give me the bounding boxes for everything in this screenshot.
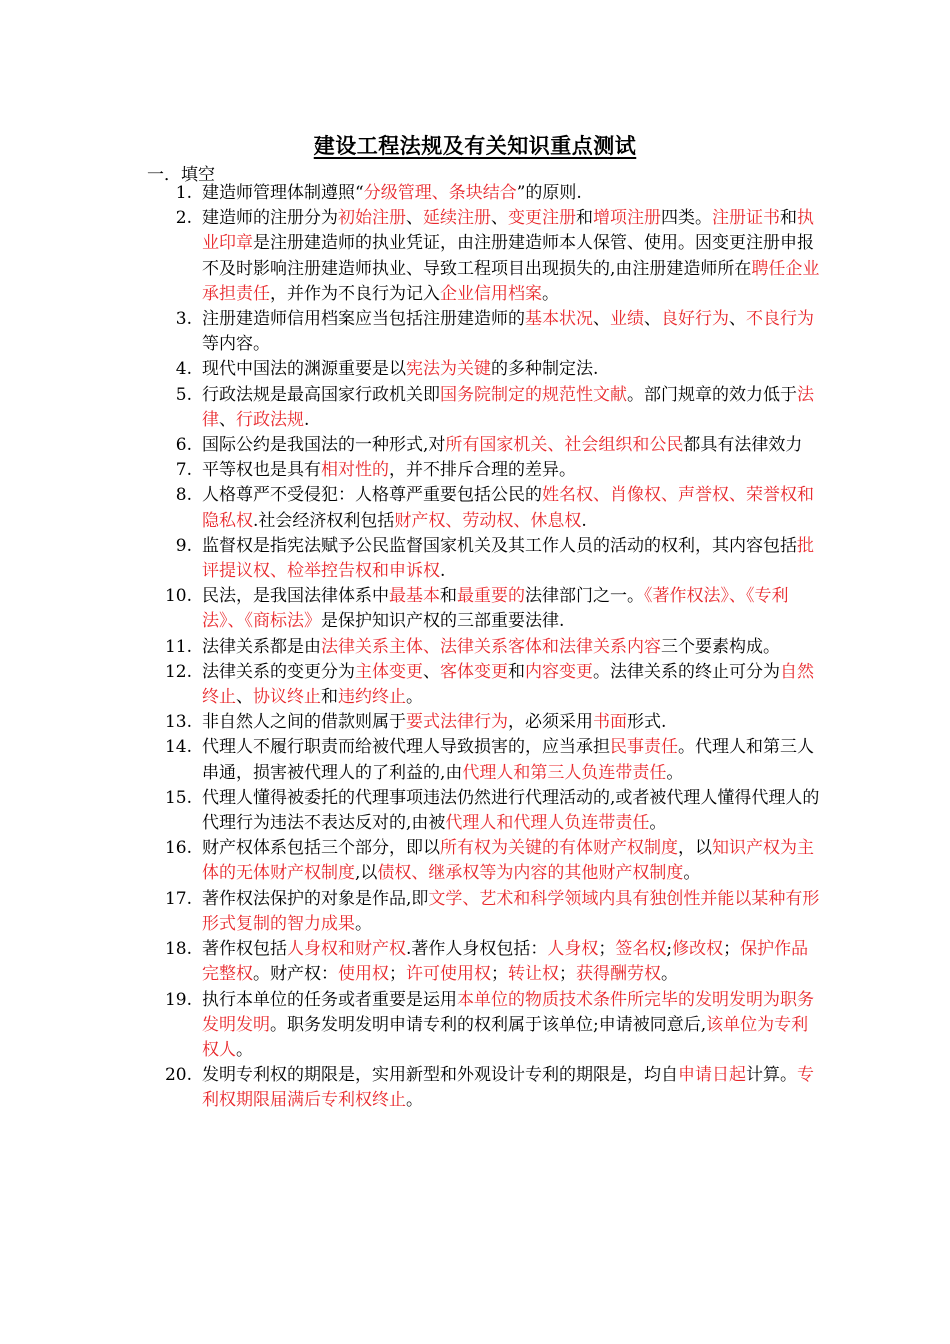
prompt-text: 等内容。 [202, 334, 270, 355]
list-item [150, 937, 820, 987]
item-text [202, 836, 820, 886]
item-number: 17. [164, 888, 192, 909]
prompt-text: 。 [683, 863, 701, 884]
list-item [150, 836, 820, 886]
item-number: 3. [175, 309, 192, 330]
list-item [150, 357, 820, 382]
answer-text: 自然终止 [202, 661, 814, 708]
prompt-text: 、 [423, 661, 440, 682]
prompt-text: 注册建造师信用档案应当包括注册建造师的 [202, 309, 525, 330]
list-item [150, 483, 820, 533]
prompt-text: 、 [729, 309, 746, 330]
prompt-text: 。 [236, 1039, 253, 1060]
answer-text: 要式法律行为 [406, 712, 508, 733]
answer-text: 债权、继承权等为内容的其他财产权制度 [377, 863, 684, 884]
prompt-text: ； [389, 964, 406, 985]
answer-text: 违约终止 [338, 687, 406, 708]
list-item [150, 887, 820, 937]
answer-text: 该单位为专利权人 [202, 1014, 809, 1060]
prompt-text: 。法律关系的终止可分为 [593, 661, 780, 682]
prompt-text: 都具有法律效力 [683, 435, 803, 456]
answer-text: 初始注册 [338, 208, 406, 229]
item-number: 8. [175, 485, 192, 506]
answer-text: 代理人和第三人负连带责任 [462, 762, 667, 783]
prompt-text: ，必须采用 [508, 712, 593, 733]
answer-text: 专利权期限届满后专利权终止 [202, 1065, 814, 1111]
item-text [202, 307, 820, 357]
answer-text: 代理人和代理人负连带责任 [445, 813, 650, 834]
prompt-text: 和 [576, 208, 593, 229]
prompt-text: 。财产权： [253, 964, 338, 985]
prompt-text: ； [491, 964, 508, 985]
item-number: 7. [175, 460, 192, 481]
answer-text: 本单位的物质技术条件所完毕的发明发明为职务发明发明 [202, 989, 814, 1035]
prompt-text: 。职务发明发明申请专利的权利属于该单位;申请被同意后, [270, 1014, 707, 1035]
item-number: 5. [175, 384, 192, 405]
prompt-text: 发明专利权的期限是，实用新型和外观设计专利的期限是，均自 [202, 1065, 678, 1086]
item-number: 19. [164, 989, 192, 1010]
prompt-text: 。 [406, 687, 423, 708]
item-number: 1. [175, 183, 192, 203]
item-text [202, 584, 820, 634]
prompt-text: 、 [593, 309, 610, 330]
item-number: 10. [164, 586, 192, 607]
answer-text: 许可使用权 [406, 964, 491, 985]
prompt-text: ，以 [678, 838, 712, 859]
list-item [150, 584, 820, 634]
prompt-text: 。 [666, 762, 684, 783]
item-text [202, 887, 820, 937]
list-item [150, 433, 820, 458]
prompt-text: 三个要素构成。 [661, 636, 780, 657]
answer-text: 行政法规 [236, 409, 304, 430]
answer-text: 知识产权为主体的无体财产权制度 [202, 838, 814, 884]
answer-text: 基本状况 [525, 309, 593, 330]
item-text [202, 206, 820, 307]
item-number: 18. [164, 939, 192, 960]
answer-text: 法律关系主体、法律关系客体和法律关系内容 [321, 636, 661, 657]
answer-text: 人身权和财产权 [287, 939, 406, 960]
answer-text: 财产权、劳动权、休息权 [394, 510, 582, 531]
list-item [150, 307, 820, 357]
prompt-text: .著作人身权包括： [406, 939, 548, 960]
answer-text: 申请日起 [678, 1065, 746, 1086]
prompt-text: 行政法规是最高国家行政机关即 [202, 384, 440, 405]
prompt-text: 监督权是指宪法赋予公民监督国家机关及其工作人员的活动的权利，其内容包括 [202, 535, 797, 556]
prompt-text: 和 [321, 687, 338, 708]
prompt-text: 。代理人和第三人串通，损害被代理人的了利益的,由 [202, 737, 814, 783]
question-list [150, 181, 820, 1114]
item-number: 20. [164, 1065, 192, 1086]
answer-text: 修改权 [672, 939, 724, 960]
answer-text: 书面 [593, 712, 627, 733]
prompt-text: ； [598, 939, 616, 960]
item-text [202, 383, 820, 433]
prompt-text: ，并作为不良行为记入 [270, 283, 440, 304]
prompt-text: 计算。 [746, 1065, 797, 1086]
item-number: 9. [175, 535, 192, 556]
item-text [202, 357, 820, 382]
item-text [202, 181, 820, 206]
list-item [150, 181, 820, 206]
prompt-text: 著作权包括 [202, 939, 287, 960]
prompt-text: 四类。 [661, 208, 712, 229]
item-text [202, 433, 820, 458]
answer-text: 最基本 [389, 586, 440, 607]
answer-text: 宪法为关键 [406, 359, 491, 380]
item-number: 13. [164, 712, 192, 733]
list-item [150, 710, 820, 735]
prompt-text: . [581, 510, 587, 531]
answer-text: 变更注册 [508, 208, 576, 229]
prompt-text: 是保护知识产权的三部重要法律. [321, 611, 565, 632]
section-heading: 一．填空 [147, 165, 215, 185]
answer-text: 《著作权法》、《专利法》、《商标法》 [202, 586, 789, 632]
answer-text: 所有权为关键的有体财产权制度 [440, 838, 678, 859]
answer-text: 执业印章 [202, 208, 814, 254]
item-text [202, 534, 820, 584]
prompt-text: 建造师管理体制遵照“ [202, 183, 364, 203]
prompt-text: 和 [440, 586, 457, 607]
prompt-text: 、 [644, 309, 661, 330]
answer-text: 签名权 [615, 939, 667, 960]
prompt-text: 民法，是我国法律体系中 [202, 586, 389, 607]
answer-text: 业绩 [610, 309, 644, 330]
answer-text: 转让权 [508, 964, 559, 985]
answer-text: 使用权 [338, 964, 389, 985]
prompt-text: 。 [406, 1090, 423, 1111]
item-text [202, 458, 820, 483]
answer-text: 民事责任 [610, 737, 678, 758]
item-text [202, 635, 820, 660]
answer-text: 协议终止 [253, 687, 321, 708]
prompt-text: 著作权法保护的对象是作品,即 [202, 888, 429, 909]
document-title: 建设工程法规及有关知识重点测试 [313, 133, 637, 158]
answer-text: 保护作品完整权 [202, 939, 809, 985]
prompt-text: 财产权体系包括三个部分，即以 [202, 838, 440, 859]
prompt-text: 。 [649, 813, 667, 834]
list-item [150, 735, 820, 785]
list-item [150, 1063, 820, 1113]
prompt-text: ，并不排斥合理的差异。 [389, 460, 576, 481]
list-item [150, 206, 820, 307]
prompt-text: 。 [542, 283, 559, 304]
answer-text: 聘任企业承担责任 [202, 258, 820, 304]
item-number: 4. [175, 359, 192, 380]
prompt-text: 建造师的注册分为 [202, 208, 338, 229]
prompt-text: 。 [355, 913, 372, 934]
item-number: 2. [175, 208, 192, 229]
item-text [202, 710, 820, 735]
prompt-text: 平等权也是具有 [202, 460, 321, 481]
item-number: 15. [164, 787, 192, 808]
answer-text: 国务院制定的规范性文献 [440, 384, 627, 405]
prompt-text: 。部门规章的效力低于 [627, 384, 797, 405]
list-item [150, 383, 820, 433]
answer-text: 延续注册 [423, 208, 491, 229]
answer-text: 不良行为 [746, 309, 814, 330]
prompt-text: ”的原则. [516, 183, 582, 203]
prompt-text: ； [559, 964, 576, 985]
prompt-text: 执行本单位的任务或者重要是运用 [202, 989, 457, 1010]
prompt-text: 法律关系的变更分为 [202, 661, 355, 682]
prompt-text: . [304, 409, 310, 430]
answer-text: 人身权 [547, 939, 599, 960]
prompt-text: .社会经济权利包括 [253, 510, 395, 531]
prompt-text: 国际公约是我国法的一种形式,对 [202, 435, 446, 456]
prompt-text: . [440, 561, 446, 582]
prompt-text: 、 [406, 208, 423, 229]
prompt-text: 是注册建造师的执业凭证，由注册建造师本人保管、使用。因变更注册申报不及时影响注册建造师执业、导致工程项目出现损失的,由注册建造师所在 [202, 233, 814, 279]
answer-text: 批评提议权、检举控告权和申诉权 [202, 535, 814, 582]
answer-text: 法律 [202, 384, 814, 430]
list-item [150, 458, 820, 483]
prompt-text: 和 [780, 208, 797, 229]
list-item [150, 534, 820, 584]
prompt-text: 、 [219, 409, 236, 430]
prompt-text: 。 [661, 964, 678, 985]
prompt-text: 法律关系都是由 [202, 636, 321, 657]
prompt-text: 形式. [627, 712, 667, 733]
answer-text: 客体变更 [440, 661, 508, 682]
answer-text: 所有国家机关、社会组织和公民 [445, 435, 684, 456]
list-item [150, 660, 820, 710]
answer-text: 内容变更 [525, 661, 593, 682]
prompt-text: ,以 [355, 863, 378, 884]
item-number: 16. [164, 838, 192, 859]
answer-text: 文学、艺术和科学领域内具有独创性并能以某种有形形式复制的智力成果 [202, 888, 820, 934]
item-number: 11. [164, 636, 192, 657]
answer-text: 增项注册 [593, 208, 661, 229]
item-text [202, 483, 820, 533]
item-text [202, 735, 820, 785]
prompt-text: 、 [491, 208, 508, 229]
prompt-text: 人格尊严不受侵犯：人格尊严重要包括公民的 [202, 485, 542, 506]
answer-text: 获得酬劳权 [576, 964, 661, 985]
prompt-text: 、 [236, 687, 253, 708]
item-text [202, 988, 820, 1064]
prompt-text: 非自然人之间的借款则属于 [202, 712, 406, 733]
item-number: 12. [164, 661, 192, 682]
list-item [150, 786, 820, 836]
item-number: 14. [164, 737, 192, 758]
prompt-text: 代理人不履行职责而给被代理人导致损害的，应当承担 [202, 737, 610, 758]
answer-text: 分级管理、条块结合 [363, 183, 517, 203]
list-item [150, 635, 820, 660]
answer-text: 企业信用档案 [440, 283, 542, 304]
item-text [202, 937, 820, 987]
prompt-text: 现代中国法的渊源重要是以 [202, 359, 406, 380]
answer-text: 相对性的 [321, 460, 389, 481]
prompt-text: 代理人懂得被委托的代理事项违法仍然进行代理活动的,或者被代理人懂得代理人的代理行为违法不表达反对的,由被 [202, 787, 820, 834]
prompt-text: 和 [508, 661, 525, 682]
item-text [202, 1063, 820, 1113]
item-text [202, 786, 820, 836]
item-text [202, 660, 820, 710]
answer-text: 姓名权、肖像权、声誉权、荣誉权和隐私权 [202, 485, 814, 531]
prompt-text: 的多种制定法. [491, 359, 599, 380]
prompt-text: 法律部门之一。 [525, 586, 644, 607]
item-number: 6. [175, 435, 192, 456]
prompt-text: ； [723, 939, 741, 960]
answer-text: 主体变更 [355, 661, 423, 682]
list-item [150, 988, 820, 1064]
prompt-text: ; [666, 939, 673, 960]
answer-text: 最重要的 [457, 586, 525, 607]
answer-text: 良好行为 [661, 309, 729, 330]
answer-text: 注册证书 [712, 208, 780, 229]
